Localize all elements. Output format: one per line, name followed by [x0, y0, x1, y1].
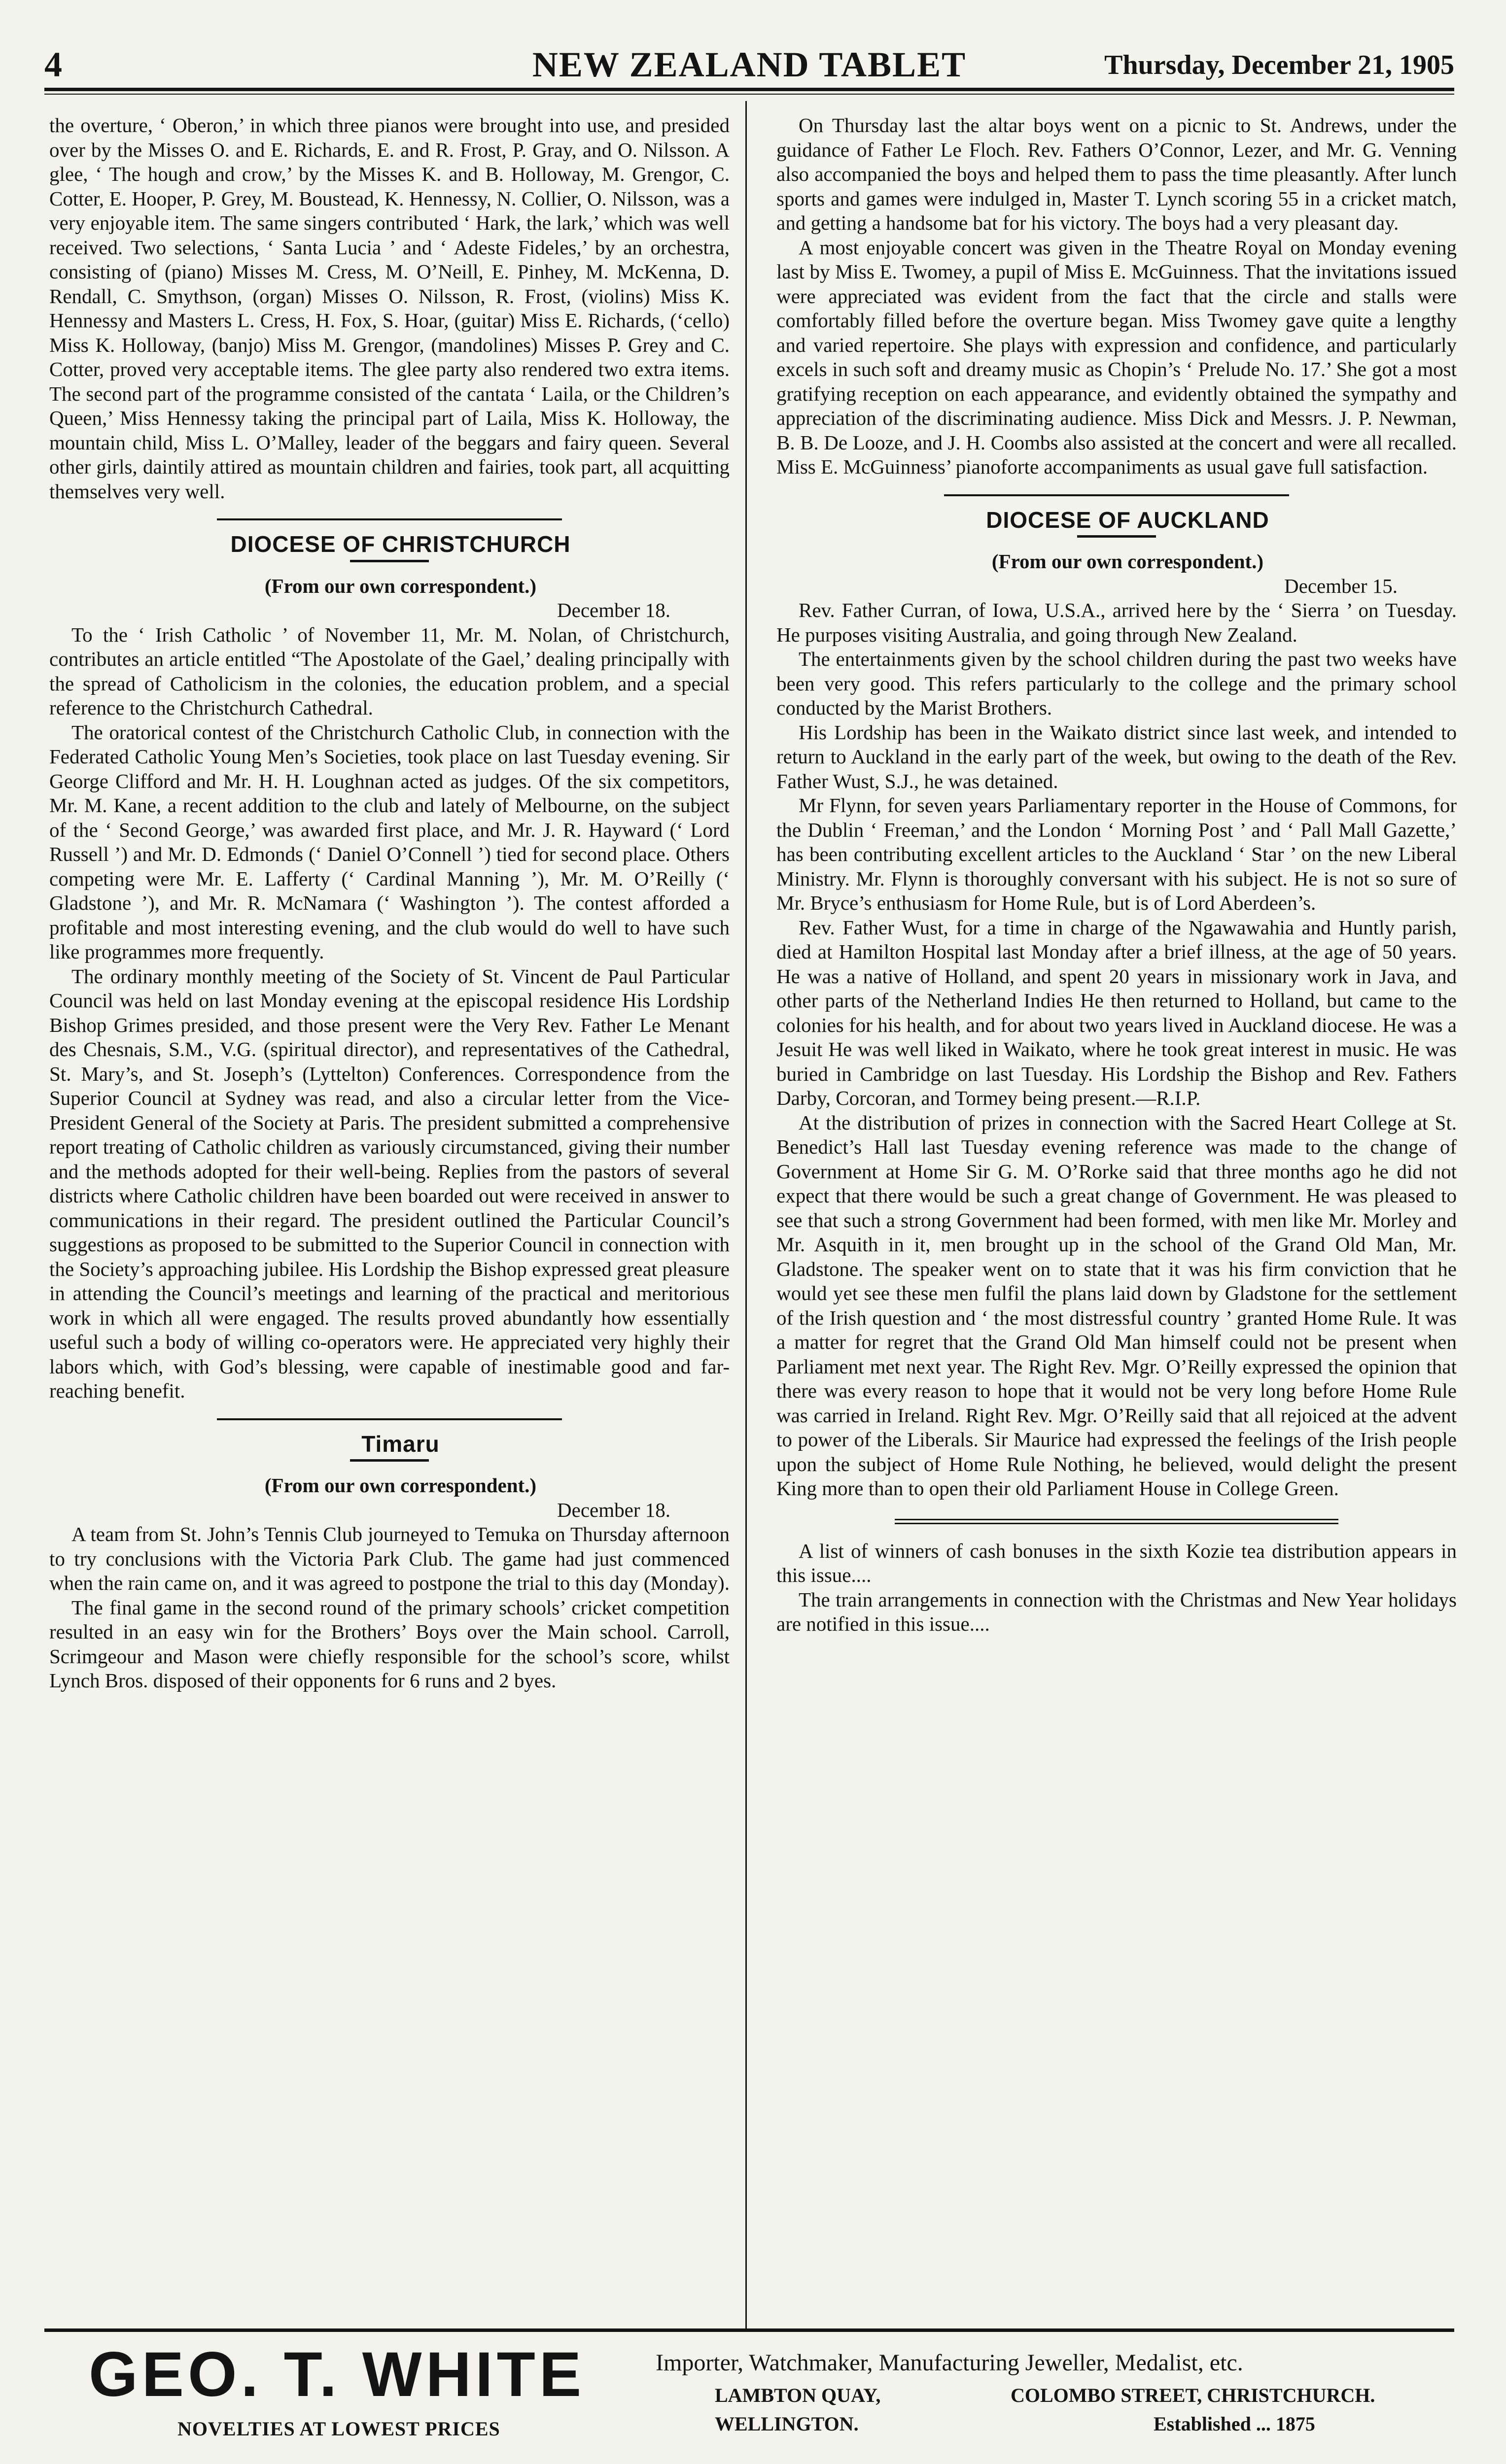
advert-description: Importer, Watchmaker, Manufacturing Jeweller, Medalist, etc.	[656, 2350, 1243, 2376]
right-column	[776, 113, 1457, 1637]
article-paragraph: Mr Flynn, for seven years Parliamentary reporter in the House of Commons, for the Dublin ‘ Freeman,’ and the London ‘ Morning Post ’ and ‘ Pall Mall Gazette,’ has been contributing excellent articles to the Auckland ‘ Star ’ on the new Liberal Ministry. Mr. Flynn is thoroughly conversant with his subject. He is not so sure of Mr. Bryce’s enthusiasm for Home Rule, but is of Lord Aberdeen’s.	[776, 794, 1457, 914]
issue-date: Thursday, December 21, 1905	[1104, 50, 1454, 80]
article-paragraph: The entertainments given by the school children during the past two weeks have been very good. This refers particularly to the college and the primary school conducted by the Marist Brothers.	[776, 648, 1457, 719]
article-paragraph: At the distribution of prizes in connection with the Sacred Heart College at St. Benedict’s Hall last Tuesday evening reference was made to the change of Government at Home Sir G. M. O’Rorke said that three months ago he did not expect that there would be such a great change of Government. He was pleased to see that such a strong Government had been formed, with men like Mr. Morley and Mr. Asquith in it, men brought up in the school of the Grand Old Man, Mr. Gladstone. The speaker went on to state that it was his firm conviction that he would yet see these men fulfil the plans laid down by Gladstone for the settlement of the Irish question and ‘ the most distressful country ’ granted Home Rule. It was a matter for regret that the Grand Old Man himself could not be present when Parliament met next year. The Right Rev. Mgr. O’Reilly expressed the opinion that there was every reason to hope that it would not be very long before Home Rule was carried in Ireland. Right Rev. Mgr. O’Reilly said that all rejoiced at the advent to power of the Liberals. Sir Maurice had expressed the feelings of the Irish people upon the subject of Home Rule Nothing, he believed, would delight the present King more than to open their old Parliament House in College Green.	[776, 1111, 1457, 1500]
page-number: 4	[44, 45, 62, 84]
article-paragraph: To the ‘ Irish Catholic ’ of November 11, Mr. M. Nolan, of Christchurch, contributes an article entitled “The Apostolate of the Gael,’ dealing principally with the spread of Catholicism in the colonies, the education problem, and a special reference to the Christchurch Cathedral.	[49, 623, 730, 719]
article-paragraph: Rev. Father Curran, of Iowa, U.S.A., arrived here by the ‘ Sierra ’ on Tuesday. He purposes visiting Australia, and going through New Zealand.	[776, 599, 1457, 646]
heading-underline	[1077, 535, 1156, 538]
correspondent-line: (From our own correspondent.)	[264, 1474, 537, 1497]
notice-paragraph: A list of winners of cash bonuses in the sixth Kozie tea distribution appears in this issue....	[776, 1539, 1457, 1586]
article-paragraph: A most enjoyable concert was given in the Theatre Royal on Monday evening last by Miss E. Twomey, a pupil of Miss E. McGuinness. That the invitations issued were appreciated was evident from the fact that the circle and stalls were comfortably filled before the overture began. Miss Twomey gave quite a lengthy and varied repertoire. She plays with expression and confidence, and particularly excels in such soft and dreamy music as Chopin’s ‘ Prelude No. 17.’ She got a most gratifying reception on each appearance, and evidently obtained the sympathy and appreciation of the discriminating audience. Miss Dick and Messrs. J. P. Newman, B. B. De Looze, and J. H. Coombs also assisted at the concert and were all recalled. Miss E. McGuinness’ pianoforte accompaniments as usual gave full satisfaction.	[776, 236, 1457, 478]
advert-address-wellington: WELLINGTON.	[715, 2413, 859, 2435]
advert-address-christchurch: COLOMBO STREET, CHRISTCHURCH.	[1011, 2384, 1375, 2406]
dateline: December 18.	[557, 599, 670, 621]
dateline: December 18.	[557, 1498, 670, 1521]
article-paragraph: Rev. Father Wust, for a time in charge of the Ngawawahia and Huntly parish, died at Hamilton Hospital last Monday after a brief illness, at the age of 50 years. He was a native of Holland, and spent 20 years in missionary work in Java, and other parts of the Netherland Indies He then returned to Holland, but came to the colonies for his health, and for about two years lived in Auckland diocese. He was a Jesuit He was well liked in Waikato, where he took great interest in music. He was buried in Cambridge on last Tuesday. His Lordship the Bishop and Rev. Fathers Darby, Corcoran, and Tormey being present.—R.I.P.	[776, 916, 1457, 1109]
masthead-rule	[44, 88, 1454, 91]
heading-underline	[350, 560, 429, 562]
correspondent-line: (From our own correspondent.)	[991, 550, 1264, 573]
paper-title: NEW ZEALAND TABLET	[532, 45, 967, 84]
heading-underline	[350, 1459, 429, 1462]
left-column	[49, 113, 730, 1693]
advertisement	[44, 2338, 1454, 2464]
section-heading-timaru: Timaru	[361, 1431, 440, 1457]
section-heading-christchurch: DIOCESE OF CHRISTCHURCH	[230, 531, 571, 557]
dateline: December 15.	[1284, 574, 1398, 597]
advert-brand: GEO. T. WHITE	[89, 2339, 586, 2410]
article-paragraph: The oratorical contest of the Christchurch Catholic Club, in connection with the Federated Catholic Young Men’s Societies, took place on last Tuesday evening. Sir George Clifford and Mr. H. H. Loughnan acted as judges. Of the six competitors, Mr. M. Kane, a recent addition to the club and lately of Melbourne, on the subject of the ‘ Second George,’ was awarded first place, and Mr. J. R. Hayward (‘ Lord Russell ’) and Mr. D. Edmonds (‘ Daniel O’Connell ’) tied for second place. Others competing were Mr. E. Lafferty (‘ Cardinal Manning ’), Mr. M. O’Reilly (‘ Gladstone ’), and Mr. R. McNamara (‘ Washington ’). The contest afforded a profitable and most interesting evening, and the club would do well to have such like programmes more frequently.	[49, 720, 730, 963]
advert-rule	[44, 2328, 1454, 2332]
section-rule	[217, 1418, 562, 1420]
notice-paragraph: The train arrangements in connection with the Christmas and New Year holidays are notified in this issue....	[776, 1588, 1457, 1635]
advert-established: Established ... 1875	[1154, 2413, 1315, 2435]
advert-tagline: NOVELTIES AT LOWEST PRICES	[177, 2418, 500, 2440]
article-paragraph: His Lordship has been in the Waikato district since last week, and intended to return to Auckland in the early part of the week, but owing to the death of the Rev. Father Wust, S.J., he was detained.	[776, 720, 1457, 792]
masthead-rule-thin	[44, 94, 1454, 95]
section-heading-auckland: DIOCESE OF AUCKLAND	[986, 507, 1269, 533]
masthead	[44, 44, 1454, 84]
section-rule	[944, 494, 1289, 496]
article-paragraph: On Thursday last the altar boys went on a picnic to St. Andrews, under the guidance of Father Le Floch. Rev. Fathers O’Connor, Lezer, and Mr. G. Venning also accompanied the boys and helped them to pass the time pleasantly. After lunch sports and games were indulged in, Master T. Lynch scoring 55 in a cricket match, and getting a handsome bat for his victory. The boys had a very pleasant day.	[776, 114, 1457, 234]
section-rule	[217, 518, 562, 520]
article-paragraph: the overture, ‘ Oberon,’ in which three pianos were brought into use, and presided over by the Misses O. and E. Richards, E. and R. Frost, P. Gray, and O. Nilsson. A glee, ‘ The hough and crow,’ by the Misses K. and B. Holloway, M. Grengor, C. Cotter, E. Hooper, P. Grey, M. Boustead, K. Hennessy, N. Collier, O. Nilsson, was a very enjoyable item. The same singers contributed ‘ Hark, the lark,’ which was well received. Two selections, ‘ Santa Lucia ’ and ‘ Adeste Fideles,’ by an orchestra, consisting of (piano) Misses M. Cress, M. O’Neill, E. Pinhey, M. McKenna, D. Rendall, C. Smythson, (organ) Misses O. Nilsson, R. Frost, (violins) Miss K. Hennessy and Masters L. Cress, H. Fox, S. Hoar, (guitar) Miss E. Richards, (‘cello) Miss K. Holloway, (banjo) Miss M. Grengor, (mandolines) Misses P. Grey and C. Cotter, proved very acceptable items. The glee party also rendered two extra items. The second part of the programme consisted of the cantata ‘ Laila, or the Children’s Queen,’ Miss Hennessy taking the principal part of Laila, Miss K. Holloway, the mountain child, Miss L. O’Malley, leader of the beggars and fairy queen. Several other girls, daintily attired as mountain children and fairies, took part, all acquitting themselves very well.	[49, 114, 730, 503]
advert-address-wellington-street: LAMBTON QUAY,	[715, 2384, 881, 2406]
column-divider	[745, 101, 747, 2328]
double-rule	[895, 1519, 1338, 1524]
article-paragraph: The ordinary monthly meeting of the Society of St. Vincent de Paul Particular Council was held on last Monday evening at the episcopal residence His Lordship Bishop Grimes presided, and those present were the Very Rev. Father Le Menant des Chesnais, S.M., V.G. (spiritual director), and representatives of the Cathedral, St. Mary’s, and St. Joseph’s (Lyttelton) Conferences. Correspondence from the Superior Council at Sydney was read, and also a circular letter from the Vice-President General of the Society at Paris. The president submitted a comprehensive report treating of Catholic children as variously circumstanced, giving their number and the methods adopted for their well-being. Replies from the pastors of several districts where Catholic children have been boarded out were received in answer to communications in their regard. The president outlined the Particular Council’s suggestions as proposed to be submitted to the Superior Council in connection with the Society’s approaching jubilee. His Lordship the Bishop expressed great pleasure in attending the Council’s meetings and learning of the practical and meritorious work in which all were engaged. The results proved abundantly how essentially useful such a body of willing co-operators were. He appreciated very highly their labors which, with God’s blessing, were capable of inestimable good and far-reaching benefit.	[49, 964, 730, 1402]
article-paragraph: The final game in the second round of the primary schools’ cricket competition resulted in an easy win for the Brothers’ Boys over the Main school. Carroll, Scrimgeour and Mason were chiefly responsible for the school’s score, whilst Lynch Bros. disposed of their opponents for 6 runs and 2 byes.	[49, 1596, 730, 1692]
article-paragraph: A team from St. John’s Tennis Club journeyed to Temuka on Thursday afternoon to try conclusions with the Victoria Park Club. The game had just commenced when the rain came on, and it was agreed to postpone the trial to this day (Monday).	[49, 1523, 730, 1594]
correspondent-line: (From our own correspondent.)	[264, 574, 537, 597]
